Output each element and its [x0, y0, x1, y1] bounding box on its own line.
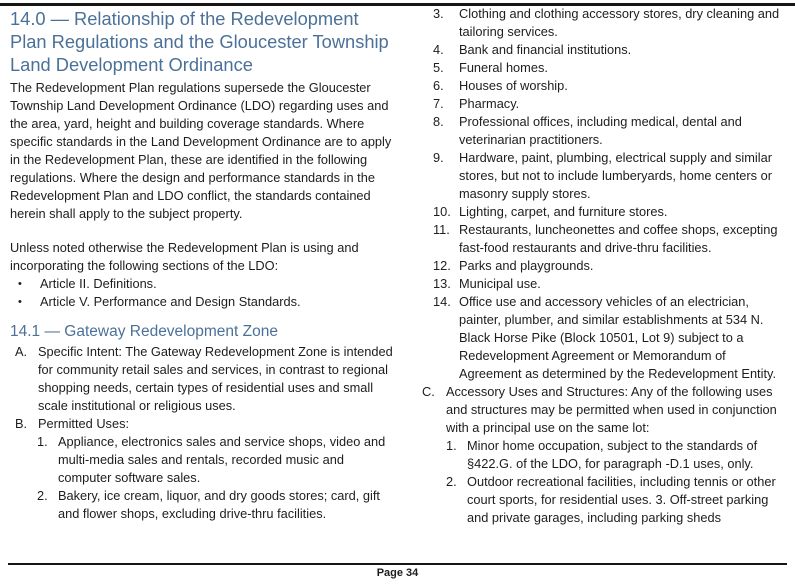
- permitted-use-item-5: [420, 59, 786, 77]
- list-item-text: Parks and playgrounds.: [459, 258, 594, 273]
- bullet-icon: •: [18, 296, 22, 308]
- list-marker: B.: [15, 416, 28, 431]
- list-item-text: Bakery, ice cream, liquor, and dry goods stores; card, gift and flower shops, excluding drive-thru facilities.: [58, 488, 380, 521]
- permitted-use-item-8: [420, 113, 786, 149]
- list-item-a-specific-intent: [10, 343, 395, 415]
- permitted-use-item-1: [10, 433, 395, 487]
- list-marker: 14.: [433, 294, 451, 309]
- list-marker: 1.: [446, 438, 457, 453]
- list-item-text: Specific Intent: The Gateway Redevelopment Zone is intended for community retail sales and services, in contrast to regional shopping needs, certain types of residential uses and small scale institutional or religious uses.: [38, 344, 393, 413]
- page-number: Page 34: [376, 567, 419, 579]
- permitted-use-item-14: [420, 293, 786, 383]
- list-item-text: Office use and accessory vehicles of an electrician, painter, plumber, and similar establishments at 534 N. Black Horse Pike (Block 10501, Lot 9) subject to a Redevelopment Agreement or Memorandum of Agreement as determined by the Redevelopment Entity.: [459, 294, 777, 381]
- bullet-icon: •: [18, 278, 22, 290]
- list-item-text: Appliance, electronics sales and service shops, video and multi-media sales and rentals, recorded music and computer software sales.: [58, 434, 386, 485]
- list-item-text: Professional offices, including medical, dental and veterinarian practitioners.: [459, 114, 742, 147]
- permitted-use-item-10: [420, 203, 786, 221]
- list-item-text: Minor home occupation, subject to the standards of §422.G. of the LDO, for paragraph -D.1 uses, only.: [467, 438, 758, 471]
- ldo-incorporation-paragraph: Unless noted otherwise the Redevelopment Plan is using and incorporating the following sections of the LDO:: [10, 240, 359, 273]
- list-marker: 9.: [433, 150, 444, 165]
- permitted-use-item-13: [420, 275, 786, 293]
- list-item-text: Pharmacy.: [459, 96, 520, 111]
- list-item-text: Bank and financial institutions.: [459, 42, 632, 57]
- accessory-use-item-1: [420, 437, 786, 473]
- permitted-use-item-2: [10, 487, 395, 523]
- list-item-text: Houses of worship.: [459, 78, 568, 93]
- list-item-text: Restaurants, luncheonettes and coffee shops, excepting fast-food restaurants and drive-thru facilities.: [459, 222, 778, 255]
- permitted-use-item-9: [420, 149, 786, 203]
- permitted-use-item-4: [420, 41, 786, 59]
- subsection-heading-14-1: 14.1 — Gateway Redevelopment Zone: [10, 323, 278, 340]
- list-marker: 11.: [433, 222, 450, 237]
- list-marker: C.: [422, 384, 435, 399]
- intro-paragraph: The Redevelopment Plan regulations supersede the Gloucester Township Land Development Ordinance (LDO) regarding uses and the area, yard, height and building coverage standards. Where specific standards in the Land Development Ordinance are to apply in the Redevelopment Plan, these are identified in the following regulations. Where the design and performance standards in the Redevelopment Plan and LDO conflict, the standards contained herein shall apply to the subject property.: [10, 80, 392, 221]
- bullet-item-text: Article V. Performance and Design Standards.: [40, 294, 301, 309]
- list-marker: 5.: [433, 60, 444, 75]
- list-item-text: Funeral homes.: [459, 60, 548, 75]
- list-marker: 2.: [37, 488, 48, 503]
- right-column: [420, 5, 786, 527]
- list-marker: A.: [15, 344, 28, 359]
- list-marker: 8.: [433, 114, 444, 129]
- permitted-use-item-6: [420, 77, 786, 95]
- list-marker: 2.: [446, 474, 457, 489]
- list-marker: 13.: [433, 276, 451, 291]
- list-item-text: Permitted Uses:: [38, 416, 130, 431]
- permitted-use-item-7: [420, 95, 786, 113]
- permitted-use-item-3: [420, 5, 786, 41]
- bullet-item-article-v: [10, 293, 395, 311]
- list-marker: 10.: [433, 204, 451, 219]
- list-marker: 6.: [433, 78, 444, 93]
- bullet-item-text: Article II. Definitions.: [40, 276, 157, 291]
- list-item-text: Lighting, carpet, and furniture stores.: [459, 204, 668, 219]
- list-item-text: Accessory Uses and Structures: Any of the following uses and structures may be permitted when used in conjunction with a principal use on the same lot:: [446, 384, 777, 435]
- list-marker: 3.: [433, 6, 444, 21]
- list-item-b-permitted-uses: [10, 415, 395, 433]
- permitted-use-item-11: [420, 221, 786, 257]
- left-column: [10, 7, 395, 523]
- list-item-text: Outdoor recreational facilities, including tennis or other court sports, for residential uses. 3. Off-street parking and private garages, including parking sheds: [467, 474, 776, 525]
- list-item-text: Clothing and clothing accessory stores, dry cleaning and tailoring services.: [459, 6, 780, 39]
- list-marker: 7.: [433, 96, 444, 111]
- section-heading-14-0: 14.0 — Relationship of the Redevelopment Plan Regulations and the Gloucester Township Land Development Ordinance: [10, 8, 389, 75]
- bottom-rule: [8, 563, 787, 565]
- list-marker: 12.: [433, 258, 451, 273]
- list-item-text: Hardware, paint, plumbing, electrical supply and similar stores, but not to include lumberyards, home centers or masonry supply stores.: [459, 150, 772, 201]
- permitted-use-item-12: [420, 257, 786, 275]
- list-marker: 1.: [37, 434, 48, 449]
- accessory-use-item-2: [420, 473, 786, 527]
- list-item-c-accessory-uses: [420, 383, 786, 437]
- list-marker: 4.: [433, 42, 444, 57]
- list-item-text: Municipal use.: [459, 276, 541, 291]
- bullet-item-article-ii: [10, 275, 395, 293]
